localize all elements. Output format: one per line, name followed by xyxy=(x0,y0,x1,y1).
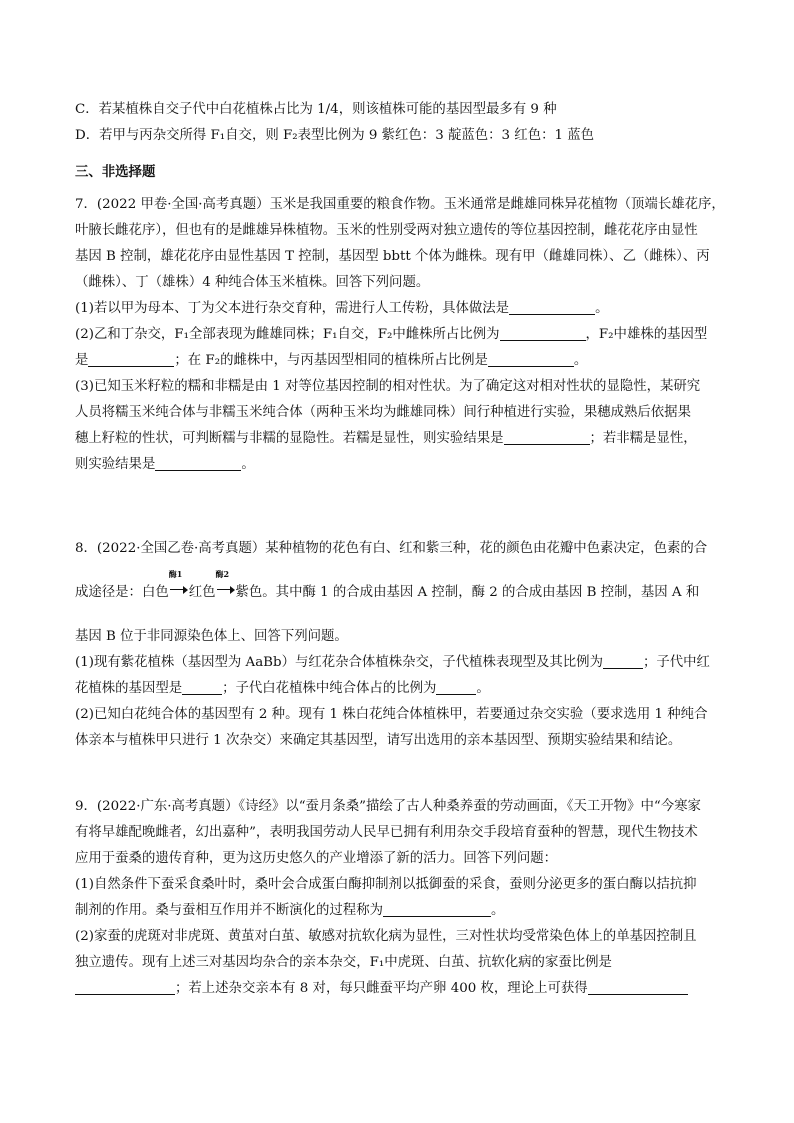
answer-blank[interactable] xyxy=(383,900,491,917)
q8-stem-line-2: 成途径是：白色 酶1 红色 酶2 紫色。其中酶 1 的合成由基因 A 控制，酶 2 的合成由基因 B 控制，基因 A 和 xyxy=(75,569,700,600)
q9-part-1-line-2: 制剂的作用。桑与蚕相互作用并不断演化的过程称为 。 xyxy=(75,898,725,924)
q7-part-3-line-1: (3)已知玉米籽粒的糯和非糯是由 1 对等位基因控制的相对性状。为了确定这对相对性状的显隐性，某研究 xyxy=(75,379,701,394)
enzyme-1-arrow: 酶1 xyxy=(169,581,189,599)
enzyme-2-arrow: 酶2 xyxy=(216,581,236,599)
q7-part-2-line-2: 是 ；在 F₂的雌株中，与丙基因型相同的植株所占比例是 。 xyxy=(75,348,725,374)
answer-blank[interactable] xyxy=(588,978,688,995)
answer-blank[interactable] xyxy=(509,298,595,315)
q8-part-1-line-1: (1)现有紫花植株（基因型为 AaBb）与红花杂合体植株杂交，子代植株表现型及其比例为 ；子代中红 xyxy=(75,650,725,676)
section-title: 三、非选择题 xyxy=(75,164,156,180)
q8-part-1-line-2: 花植株的基因型是 ；子代白花植株中纯合体占的比例为 。 xyxy=(75,676,725,702)
q9-stem-line-1: 9．(2022·广东·高考真题）《诗经》以“蚕月条桑”描绘了古人种桑养蚕的劳动画面，《天工开物》中“今寒家 xyxy=(75,799,701,814)
q7-part-3-line-4: 则实验结果是 。 xyxy=(75,452,725,478)
q9-part-1-line-1: (1)自然条件下蚕采食桑叶时，桑叶会合成蛋白酶抑制剂以抵御蚕的采食，蚕则分泌更多的蛋白酶以拮抗抑 xyxy=(75,877,697,892)
q8-stem-line-1: 8．(2022·全国乙卷·高考真题）某种植物的花色有白、红和紫三种，花的颜色由花瓣中色素决定，色素的合 xyxy=(75,541,708,556)
q9-part-2-line-3: ；若上述杂交亲本有 8 对，每只雌蚕平均产卵 400 枚，理论上可获得 xyxy=(75,976,725,1002)
q7-part-1: (1)若以甲为母本、丁为父本进行杂交育种，需进行人工传粉，具体做法是 。 xyxy=(75,296,725,322)
q7-stem-line-1: 7．(2022 甲卷·全国·高考真题）玉米是我国重要的粮食作物。玉米通常是雌雄同株异花植物（顶端长雄花序， xyxy=(75,197,725,212)
q7-part-2-line-1: (2)乙和丁杂交，F₁全部表现为雌雄同株；F₁自交，F₂中雌株所占比例为 ，F₂中雄株的基因型 xyxy=(75,322,725,348)
question-8 xyxy=(75,536,725,754)
answer-blank[interactable] xyxy=(504,428,590,445)
q7-part-3-line-2: 人员将糯玉米纯合体与非糯玉米纯合体（两种玉米均为雌雄同株）间行种植进行实验，果穗成熟后依据果 xyxy=(75,405,691,420)
q7-stem-line-3: 基因 B 控制，雄花花序由显性基因 T 控制，基因型 bbtt 个体为雌株。现有甲（雌雄同株）、乙（雌株）、丙 xyxy=(75,249,710,264)
q9-stem-line-3: 应用于蚕桑的遗传育种，更为这历史悠久的产业增添了新的活力。回答下列问题： xyxy=(75,851,558,866)
options-block xyxy=(75,97,725,149)
q9-part-2-line-1: (2)家蚕的虎斑对非虎斑、黄茧对白茧、敏感对抗软化病为显性，三对性状均受常染色体上的单基因控制且 xyxy=(75,929,697,944)
option-c: C．若某植株自交子代中白花植株占比为 1/4，则该植株可能的基因型最多有 9 种 xyxy=(75,102,557,117)
q8-stem-line-3: 基因 B 位于非同源染色体上、回答下列问题。 xyxy=(75,629,348,644)
section-heading-block xyxy=(75,159,725,185)
option-d: D．若甲与丙杂交所得 F₁自交，则 F₂表型比例为 9 紫红色：3 靛蓝色：3 红色：1 蓝色 xyxy=(75,128,595,143)
answer-blank[interactable] xyxy=(75,978,175,995)
q7-part-3-line-3: 穗上籽粒的性状，可判断糯与非糯的显隐性。若糯是显性，则实验结果是 ；若非糯是显性， xyxy=(75,426,725,452)
q9-part-2-line-2: 独立遗传。现有上述三对基因均杂合的亲本杂交，F₁中虎斑、白茧、抗软化病的家蚕比例是 xyxy=(75,955,612,970)
answer-blank[interactable] xyxy=(182,678,222,695)
answer-blank[interactable] xyxy=(488,350,574,367)
answer-blank[interactable] xyxy=(88,350,174,367)
answer-blank[interactable] xyxy=(603,652,643,669)
answer-blank[interactable] xyxy=(436,678,476,695)
q9-stem-line-2: 有将早雄配晚雌者，幻出嘉种”，表明我国劳动人民早已拥有利用杂交手段培育蚕种的智慧，现代生物技术 xyxy=(75,825,698,840)
question-9 xyxy=(75,794,725,1002)
q8-part-2-line-2: 体亲本与植株甲只进行 1 次杂交）来确定其基因型，请写出选用的亲本基因型、预期实验结果和结论。 xyxy=(75,733,682,748)
q7-stem-line-2: 叶腋长雌花序），但也有的是雌雄异株植物。玉米的性别受两对独立遗传的等位基因控制，雌花花序由显性 xyxy=(75,223,698,238)
answer-blank[interactable] xyxy=(500,324,586,341)
q8-part-2-line-1: (2)已知白花纯合体的基因型有 2 种。现有 1 株白花纯合体植株甲，若要通过杂交实验（要求选用 1 种纯合 xyxy=(75,707,708,722)
q7-stem-line-4: （雌株）、丁（雄株）4 种纯合体玉米植株。回答下列问题。 xyxy=(75,275,430,290)
question-7 xyxy=(75,192,725,478)
answer-blank[interactable] xyxy=(155,454,241,471)
